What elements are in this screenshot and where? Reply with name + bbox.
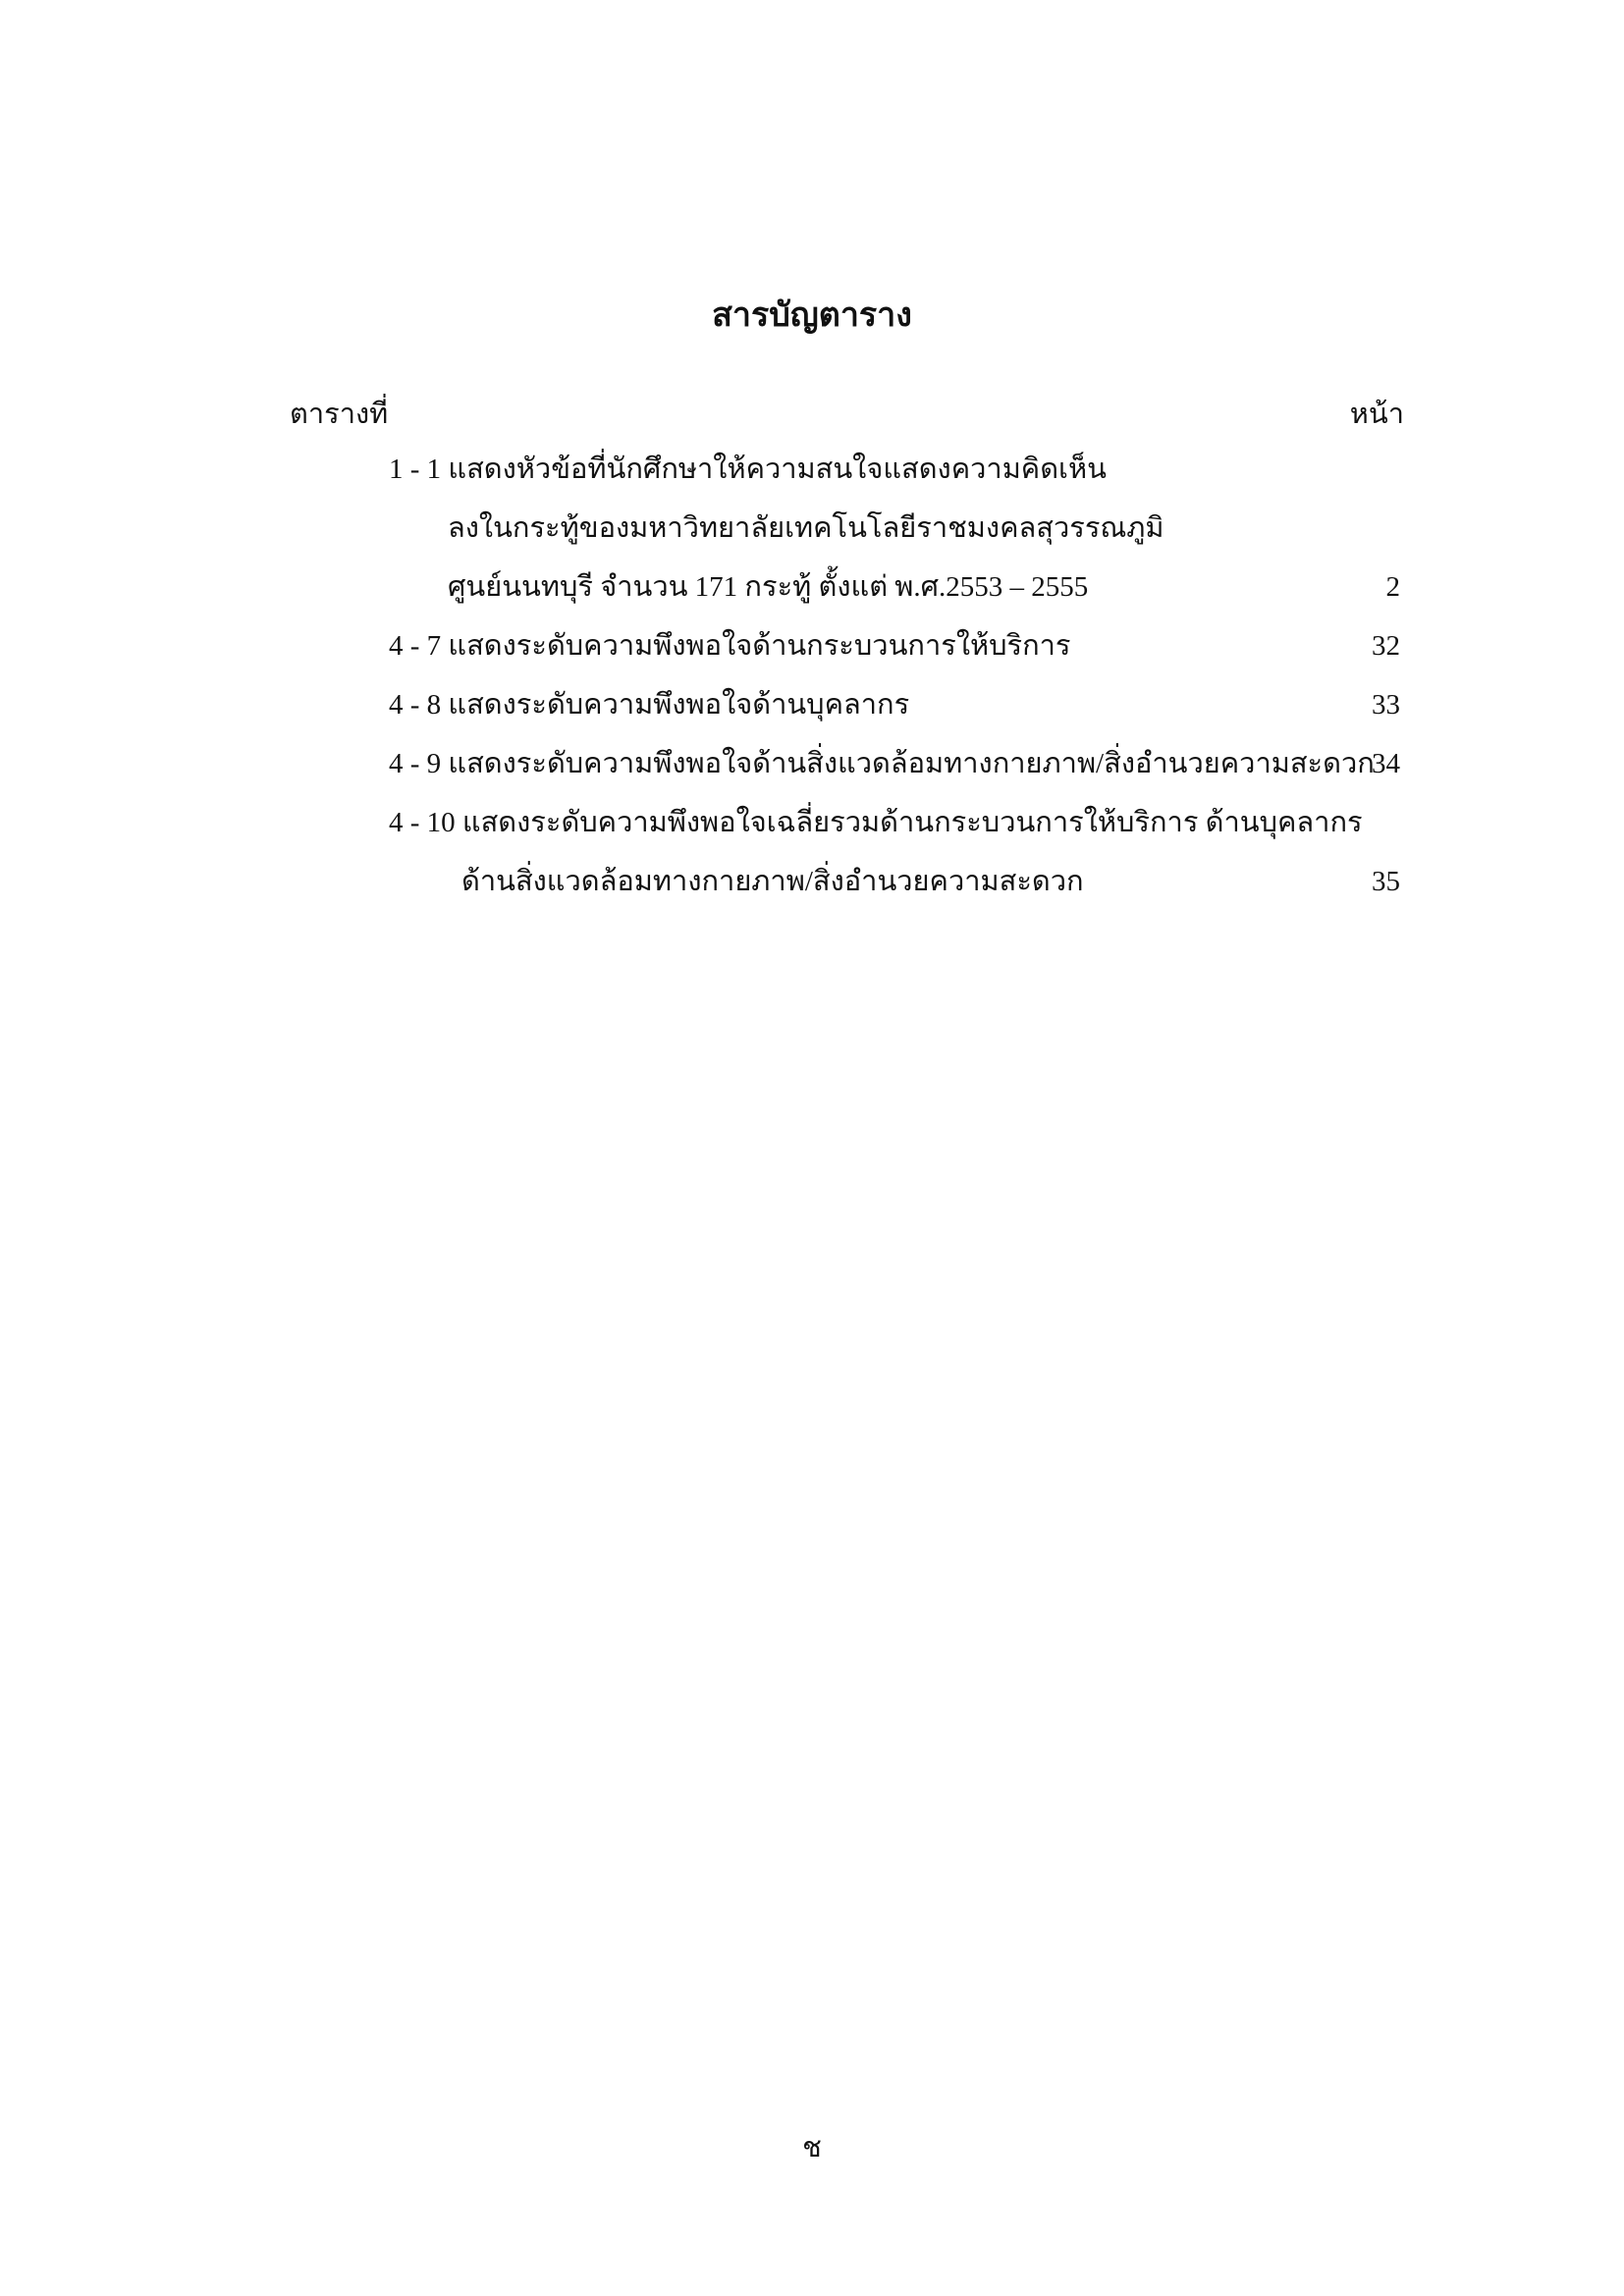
list-item-page-number: 2 [1385,571,1400,603]
column-header-page: หน้า [1349,399,1404,430]
footer-page-number: ช [802,2132,822,2163]
list-item-line: 4 - 8 แสดงระดับความพึงพอใจด้านบุคลากร [389,689,910,721]
list-item-line: ลงในกระทู้ของมหาวิทยาลัยเทคโนโลยีราชมงคลสุวรรณภูมิ [448,512,1164,544]
list-item-line: 4 - 10 แสดงระดับความพึงพอใจเฉลี่ยรวมด้านกระบวนการให้บริการ ด้านบุคลากร [389,807,1363,838]
list-item-page-number: 32 [1372,630,1400,662]
list-item-page-number: 35 [1372,866,1400,897]
page-title: สารบัญตาราง [712,297,912,334]
list-item-line: 1 - 1 แสดงหัวข้อที่นักศึกษาให้ความสนใจแสดงความคิดเห็น [389,454,1107,485]
list-item-line: 4 - 9 แสดงระดับความพึงพอใจด้านสิ่งแวดล้อมทางกายภาพ/สิ่งอำนวยความสะดวก [389,748,1375,779]
list-item-line: ด้านสิ่งแวดล้อมทางกายภาพ/สิ่งอำนวยความสะดวก [461,866,1084,897]
list-item-line: ศูนย์นนทบุรี จำนวน 171 กระทู้ ตั้งแต่ พ.ศ.2553 – 2555 [448,571,1089,603]
list-item-page-number: 34 [1372,748,1400,779]
list-item-line: 4 - 7 แสดงระดับความพึงพอใจด้านกระบวนการให้บริการ [389,630,1071,662]
column-header-table-number: ตารางที่ [290,399,389,430]
list-item-page-number: 33 [1372,689,1400,721]
